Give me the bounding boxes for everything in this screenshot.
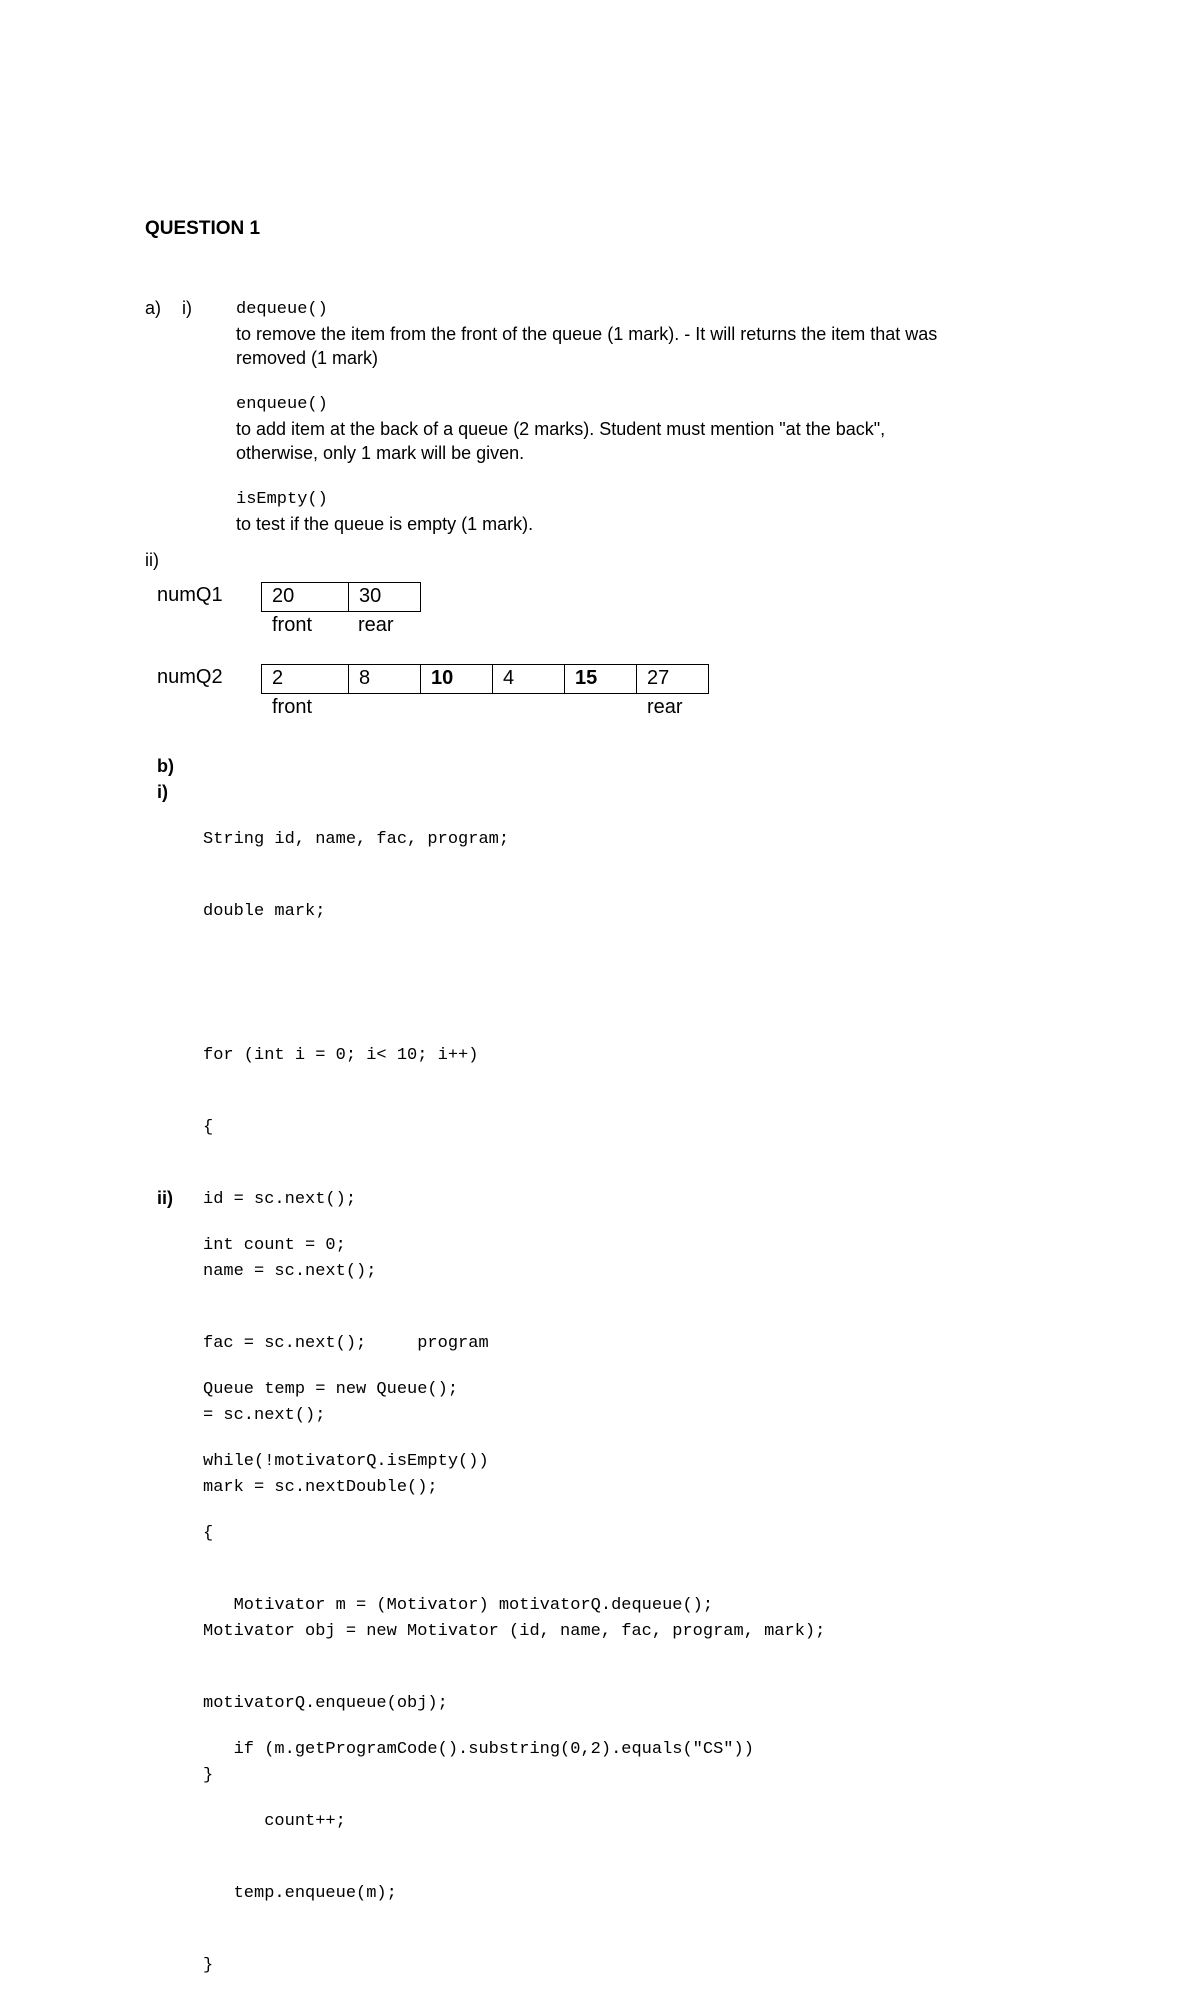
- code-line: Motivator obj = new Motivator (id, name, fac, program, mark);: [203, 1622, 826, 1641]
- question-title: QUESTION 1: [145, 218, 261, 239]
- code-block-ii: [203, 1186, 754, 2002]
- code-line: Motivator m = (Motivator) motivatorQ.dequeue();: [203, 1596, 714, 1615]
- code-line: [203, 1306, 754, 1330]
- code-line: for (int i = 0; i< 10; i++): [203, 1046, 479, 1065]
- queue-name-numq1: numQ1: [157, 584, 223, 606]
- part-b-label: b): [157, 756, 174, 776]
- part-a-ii-label: ii): [145, 550, 159, 570]
- code-line: temp.enqueue(m);: [203, 1884, 397, 1903]
- queue-numq2: [261, 664, 709, 694]
- code-line: = sc.next();: [203, 1406, 326, 1425]
- queue-cell: 30: [348, 583, 420, 611]
- code-line: Queue temp = new Queue();: [203, 1380, 459, 1399]
- method-desc-line: otherwise, only 1 mark will be given.: [236, 443, 525, 463]
- method-name-dequeue: dequeue(): [236, 300, 328, 319]
- code-line: fac = sc.next(); program: [203, 1334, 489, 1353]
- part-b-ii-label: ii): [157, 1188, 173, 1208]
- code-line: [203, 972, 825, 996]
- code-line: {: [203, 1524, 214, 1543]
- code-line: mark = sc.nextDouble();: [203, 1478, 438, 1497]
- queue-name-numq2: numQ2: [157, 666, 223, 688]
- queue-numq1: [261, 582, 421, 612]
- code-line: int count = 0;: [203, 1236, 346, 1255]
- front-pointer-label: front: [272, 614, 313, 636]
- queue-cell: 8: [348, 665, 420, 693]
- queue-cell: 10: [420, 665, 492, 693]
- queue-cell: 20: [272, 585, 295, 607]
- code-line: while(!motivatorQ.isEmpty()): [203, 1452, 489, 1471]
- method-desc-line: to test if the queue is empty (1 mark).: [236, 514, 534, 534]
- code-line: double mark;: [203, 902, 326, 921]
- rear-pointer-label: rear: [358, 614, 394, 636]
- code-line: motivatorQ.enqueue(obj);: [203, 1694, 448, 1713]
- code-line: }: [203, 1956, 214, 1975]
- code-line: count++;: [203, 1812, 346, 1831]
- queue-cell: 15: [564, 665, 636, 693]
- rear-pointer-label: rear: [647, 696, 683, 718]
- part-b-i-label: i): [157, 782, 168, 802]
- method-desc-line: to add item at the back of a queue (2 marks). Student must mention "at the back",: [236, 419, 886, 439]
- method-name-isempty: isEmpty(): [236, 490, 328, 509]
- code-line: [203, 1666, 754, 1690]
- queue-cell: 2: [272, 667, 284, 689]
- code-line: if (m.getProgramCode().substring(0,2).equals("CS")): [203, 1740, 754, 1759]
- code-line: String id, name, fac, program;: [203, 830, 510, 849]
- code-line: id = sc.next();: [203, 1190, 357, 1209]
- queue-cell: 27: [636, 665, 708, 693]
- part-a-label: a): [145, 298, 162, 318]
- code-line: {: [203, 1118, 214, 1137]
- front-pointer-label: front: [272, 696, 313, 718]
- queue-cell: 4: [492, 665, 564, 693]
- code-line: }: [203, 1766, 214, 1785]
- part-a-i-label: i): [182, 298, 192, 318]
- method-desc-line: to remove the item from the front of the queue (1 mark). - It will returns the item that was: [236, 324, 938, 344]
- method-name-enqueue: enqueue(): [236, 395, 328, 414]
- method-desc-line: removed (1 mark): [236, 348, 379, 368]
- code-line: name = sc.next();: [203, 1262, 377, 1281]
